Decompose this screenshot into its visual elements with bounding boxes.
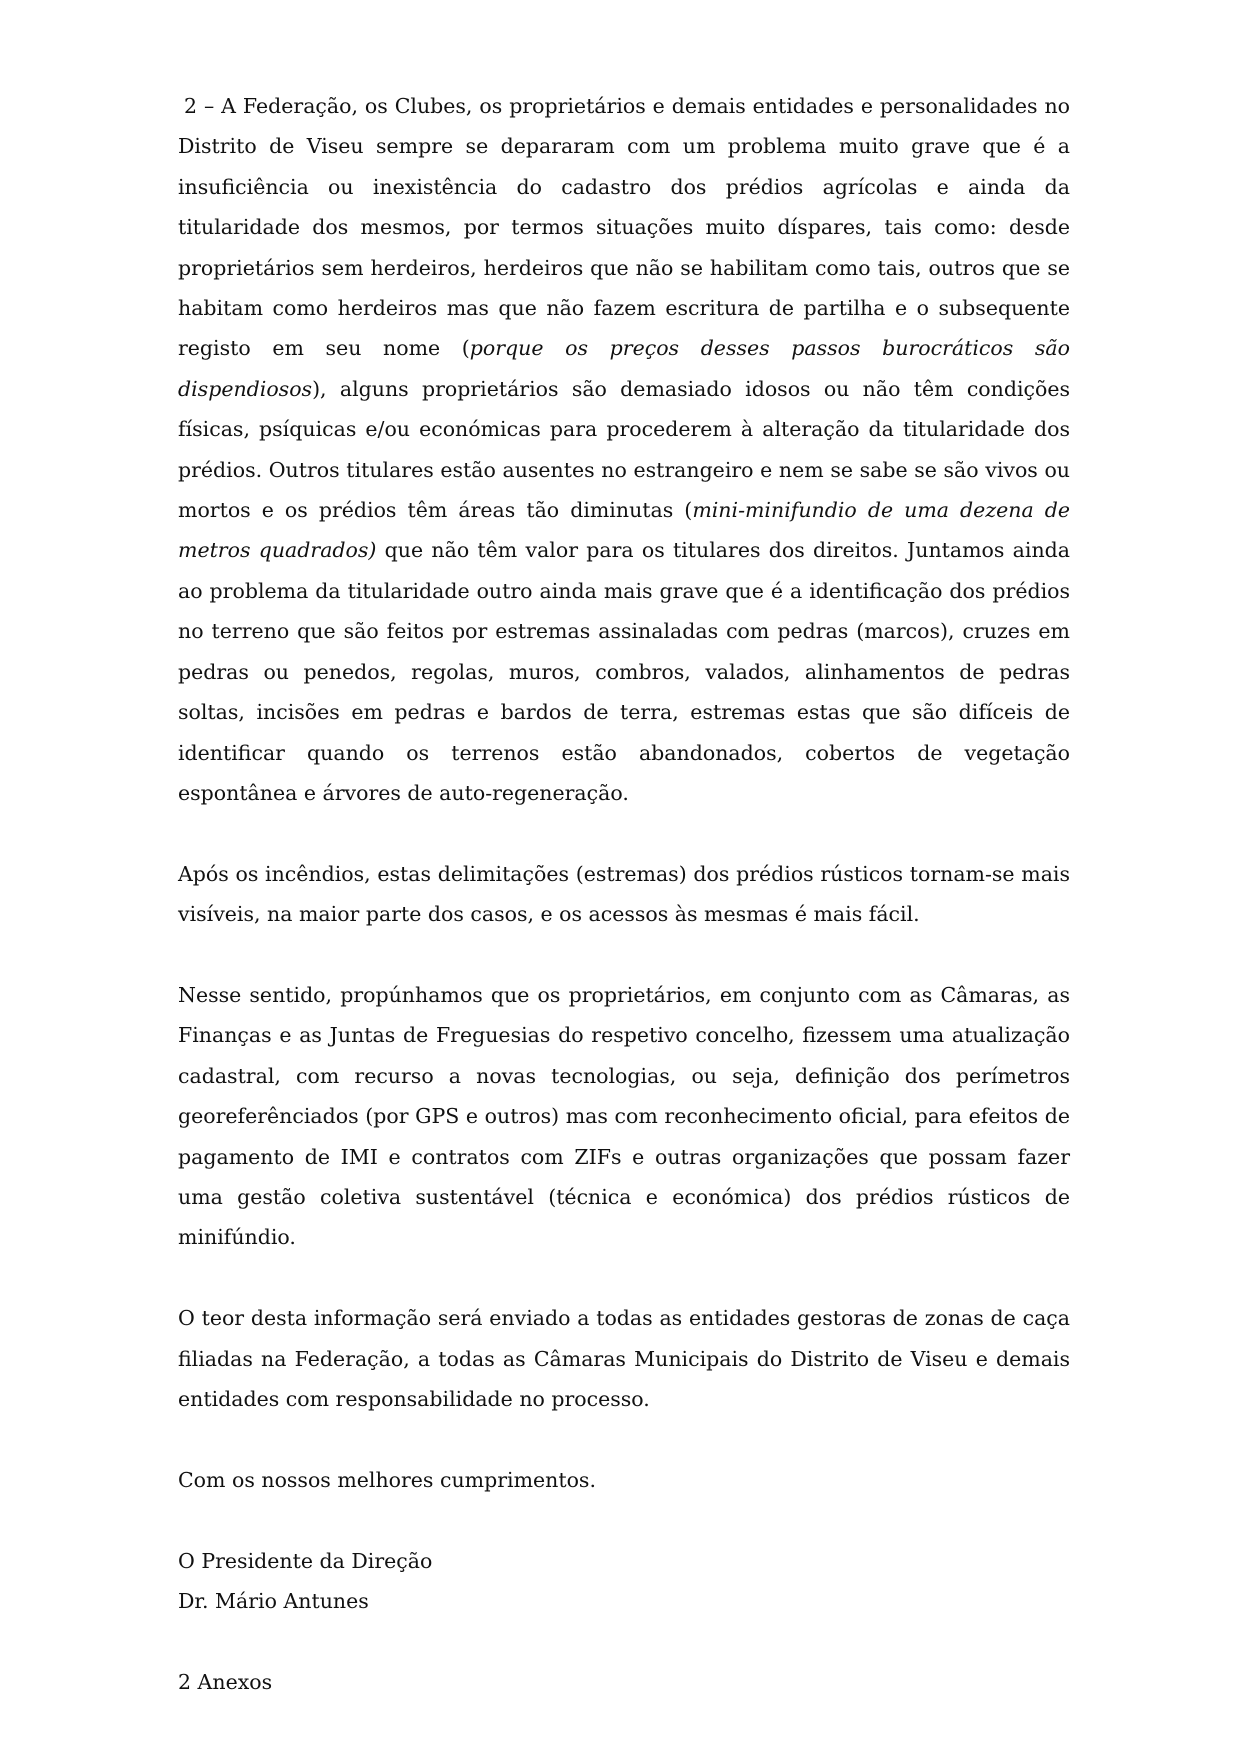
paragraph-point-2 xyxy=(178,86,1070,813)
closing-salutation: Com os nossos melhores cumprimentos. xyxy=(178,1467,596,1492)
italic-aside: mini-minifundio de uma dezena de metros quadrados) xyxy=(178,498,1070,563)
letter-body xyxy=(178,86,1070,1702)
paragraph-after-fires: Após os incêndios, estas delimitações (estremas) dos prédios rústicos tornam-se mais visíveis, na maior parte dos casos, e os acessos às mesmas é mais fácil. xyxy=(178,861,1070,927)
signature-role: O Presidente da Direção xyxy=(178,1548,433,1573)
attachments-note: 2 Anexos xyxy=(178,1669,273,1694)
paragraph-text: 2 – A Federação, os Clubes, os proprietários e demais entidades e personalidades no Distrito de Viseu sempre se depararam com um problema muito grave que é a insuficiência ou inexistência do cadastro dos prédios agrícolas e ainda da titularidade dos mesmos, por termos situações muito díspares, tais como: desde proprietários sem herdeiros, herdeiros que não se habilitam como tais, outros que se habitam como herdeiros mas que não fazem escritura de partilha e o subsequente registo em seu nome ( xyxy=(178,94,1070,361)
spacer xyxy=(178,1621,1070,1661)
signature-name: Dr. Mário Antunes xyxy=(178,1588,369,1613)
paragraph-proposal: Nesse sentido, propúnhamos que os proprietários, em conjunto com as Câmaras, as Finanças e as Juntas de Freguesias do respetivo concelho, fizessem uma atualização cadastral, com recurso a novas tecnologias, ou seja, definição dos perímetros georeferênciados (por GPS e outros) mas com reconhecimento oficial, para efeitos de pagamento de IMI e contratos com ZIFs e outras organizações que possam fazer uma gestão coletiva sustentável (técnica e económica) dos prédios rústicos de minifúndio. xyxy=(178,982,1070,1250)
paragraph-distribution: O teor desta informação será enviado a todas as entidades gestoras de zonas de caça filiadas na Federação, a todas as Câmaras Municipais do Distrito de Viseu e demais entidades com responsabilidade no processo. xyxy=(178,1306,1070,1411)
paragraph-text: que não têm valor para os titulares dos direitos. Juntamos ainda ao problema da titularidade outro ainda mais grave que é a identificação dos prédios no terreno que são feitos por estremas assinaladas com pedras (marcos), cruzes em pedras ou penedos, regolas, muros, combros, valados, alinhamentos de pedras soltas, incisões em pedras e bardos de terra, estremas estas que são difíceis de identificar quando os terrenos estão abandonados, cobertos de vegetação espontânea e árvores de auto-regeneração. xyxy=(178,538,1071,805)
paragraph-text: ), alguns proprietários são demasiado idosos ou não têm condições físicas, psíquicas e/ou económicas para procederem à alteração da titularidade dos prédios. Outros titulares estão ausentes no estrangeiro e nem se sabe se são vivos ou mortos e os prédios têm áreas tão diminutas ( xyxy=(178,376,1070,523)
italic-aside: porque os preços desses passos burocráticos são dispendiosos xyxy=(178,336,1070,401)
